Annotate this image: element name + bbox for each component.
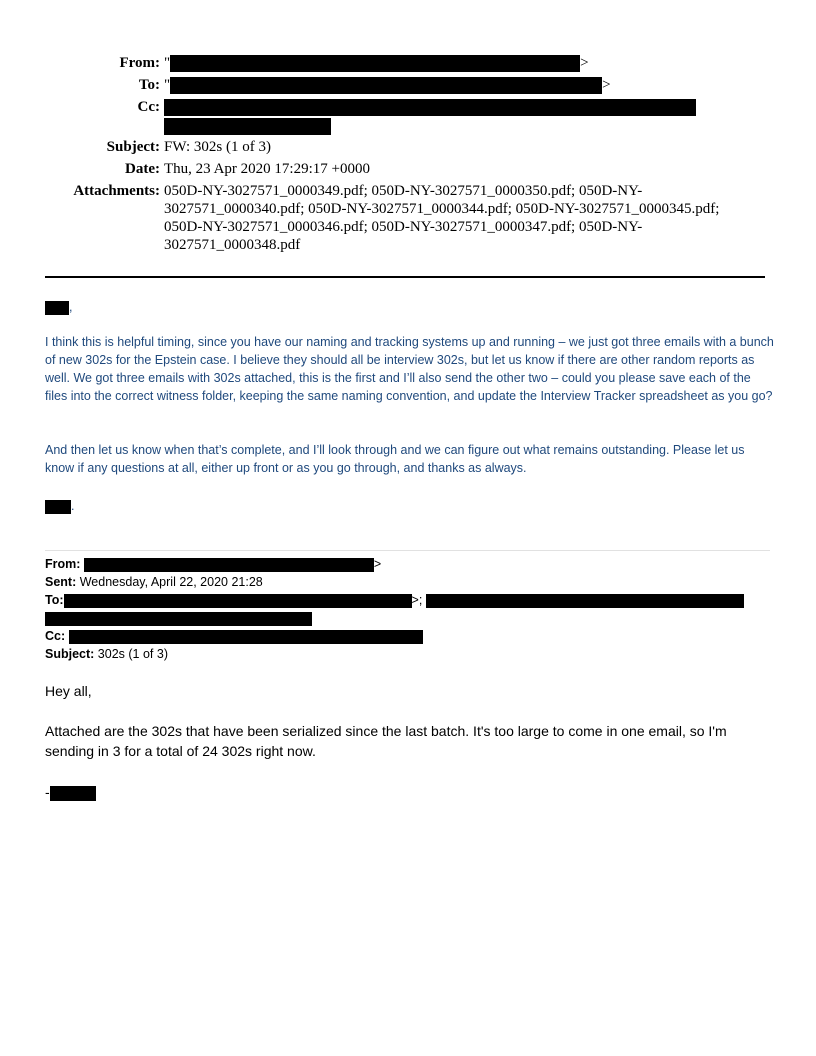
message-signoff: [45, 497, 775, 515]
fwd-body-text: Attached are the 302s that have been serialized since the last batch. It's too large to come in one email, so I'm sending in 3 for a total of 24 302s right now.: [45, 723, 727, 759]
fwd-to-row-2: [45, 609, 312, 627]
attachment-line: 3027571_0000340.pdf; 050D-NY-3027571_0000344.pdf; 050D-NY-3027571_0000345.pdf;: [164, 201, 720, 217]
fwd-from-row: [45, 555, 381, 573]
redaction-block: [50, 786, 96, 801]
redaction-block: [84, 558, 374, 572]
fwd-sent-label: Sent:: [45, 575, 77, 589]
fwd-cc-row: [45, 627, 423, 645]
fwd-cc-label: Cc:: [45, 629, 66, 643]
header-to-prefix: ": [164, 77, 171, 93]
message-paragraph-1: I think this is helpful timing, since you have our naming and tracking systems up and running – we just got three emails with a bunch of new 302s for the Epstein case. I believe they should all be interview 302s, but let us know if there are other random reports as well. We got three emails with 302s attached, this is the first and I’ll also send the other two – could you please save each of the files into the correct witness folder, keeping the same naming convention, and update the Interview Tracker spreadsheet as you go?: [45, 335, 774, 403]
header-date-label: Date:: [125, 161, 160, 177]
redaction-block: [170, 55, 580, 72]
header-attachments-label: Attachments:: [73, 183, 160, 199]
fwd-signoff-prefix: -: [45, 784, 50, 800]
redaction-block: [69, 630, 423, 644]
greeting-suffix: ,: [69, 300, 73, 314]
signoff-suffix: .: [71, 499, 75, 513]
redaction-block: [164, 99, 696, 116]
fwd-to-label: To:: [45, 593, 64, 607]
redaction-block: [170, 77, 602, 94]
attachment-line: 3027571_0000348.pdf: [164, 237, 301, 253]
header-to-label: To:: [138, 77, 160, 93]
redaction-block: [45, 301, 69, 315]
header-attachments-list: [164, 182, 784, 254]
fwd-to-separator: >;: [411, 593, 423, 607]
header-from-label: From:: [119, 55, 160, 71]
header-to-suffix: >: [602, 77, 611, 93]
fwd-subject-label: Subject:: [45, 647, 95, 661]
header-to-value: [164, 76, 611, 94]
fwd-subject-value: 302s (1 of 3): [97, 647, 168, 661]
redaction-block: [426, 594, 744, 608]
redaction-block: [45, 612, 312, 626]
redaction-block: [64, 594, 412, 608]
redaction-block: [45, 500, 71, 514]
header-subject-label: Subject:: [106, 139, 160, 155]
redaction-block: [164, 118, 331, 135]
fwd-subject-row: [45, 645, 168, 663]
fwd-greeting: Hey all,: [45, 683, 92, 699]
message-greeting: [45, 298, 775, 316]
header-from-value: [164, 54, 589, 72]
attachment-line: 050D-NY-3027571_0000349.pdf; 050D-NY-3027571_0000350.pdf; 050D-NY-: [164, 183, 643, 199]
fwd-sent-row: [45, 573, 263, 591]
attachment-line: 050D-NY-3027571_0000346.pdf; 050D-NY-3027571_0000347.pdf; 050D-NY-: [164, 219, 643, 235]
header-from-prefix: ": [164, 55, 171, 71]
header-subject-value: FW: 302s (1 of 3): [164, 139, 271, 155]
header-from-suffix: >: [580, 55, 589, 71]
fwd-to-row: [45, 591, 775, 609]
header-cc-value-cont: [164, 117, 331, 135]
fwd-signoff: [45, 782, 775, 802]
fwd-from-label: From:: [45, 557, 81, 571]
header-cc-label: Cc:: [137, 99, 160, 115]
message-paragraph-2: And then let us know when that’s complete, and I’ll look through and we can figure out what remains outstanding. Please let us know if any questions at all, either up front or as you go through, and thanks as always.: [45, 443, 745, 475]
fwd-sent-value: Wednesday, April 22, 2020 21:28: [79, 575, 263, 589]
header-date-value: Thu, 23 Apr 2020 17:29:17 +0000: [164, 161, 370, 177]
forward-divider: [45, 550, 770, 551]
header-divider: [45, 276, 765, 278]
fwd-from-suffix: >: [373, 557, 382, 571]
header-cc-value: [164, 98, 696, 116]
